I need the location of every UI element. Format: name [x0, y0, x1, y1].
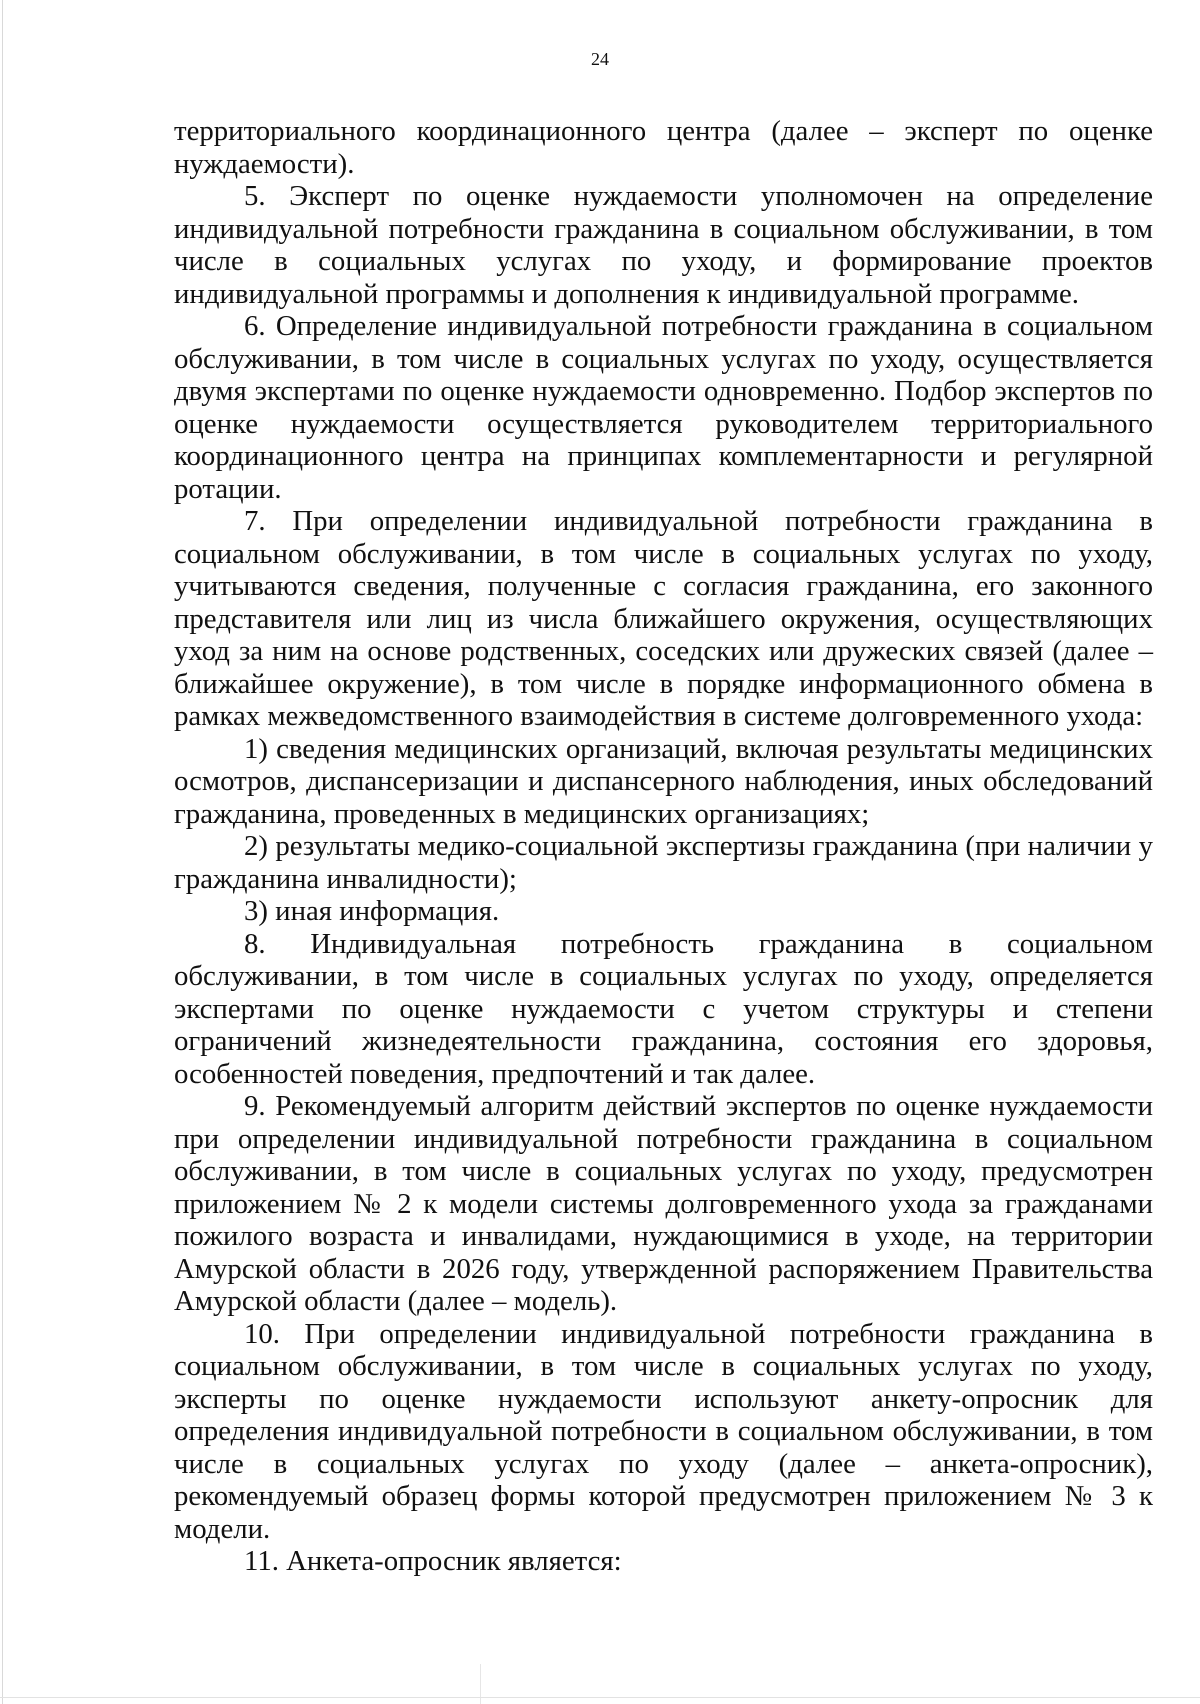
list-item-7-2: 2) результаты медико-социальной экспертизы гражданина (при наличии у гражданина инвалидности);	[174, 830, 1153, 895]
paragraph-7: 7. При определении индивидуальной потребности гражданина в социальном обслуживании, в том числе в социальных услугах по уходу, учитываются сведения, полученные с согласия гражданина, его законного представителя или лиц из числа ближайшего окружения, осуществляющих уход за ним на основе родственных, соседских или дружеских связей (далее – ближайшее окружение), в том числе в порядке информационного обмена в рамках межведомственного взаимодействия в системе долговременного ухода:	[174, 505, 1153, 732]
list-item-7-1: 1) сведения медицинских организаций, включая результаты медицинских осмотров, диспансеризации и диспансерного наблюдения, иных обследований гражданина, проведенных в медицинских организациях;	[174, 732, 1153, 830]
paragraph-5: 5. Эксперт по оценке нуждаемости уполномочен на определение индивидуальной потребности гражданина в социальном обслуживании, в том числе в социальных услугах по уходу, и формирование проектов индивидуальной программы и дополнения к индивидуальной программе.	[174, 180, 1153, 310]
paragraph-10: 10. При определении индивидуальной потребности гражданина в социальном обслуживании, в том числе в социальных услугах по уходу, эксперты по оценке нуждаемости используют анкету-опросник для определения индивидуальной потребности в социальном обслуживании, в том числе в социальных услугах по уходу (далее – анкета-опросник), рекомендуемый образец формы которой предусмотрен приложением № 3 к модели.	[174, 1317, 1153, 1545]
paragraph-6: 6. Определение индивидуальной потребности гражданина в социальном обслуживании, в том числе в социальных услугах по уходу, осуществляется двумя экспертами по оценке нуждаемости одновременно. Подбор экспертов по оценке нуждаемости осуществляется руководителем территориального координационного центра на принципах комплементарности и регулярной ротации.	[174, 310, 1153, 505]
paragraph-continuation: территориального координационного центра (далее – эксперт по оценке нуждаемости).	[174, 115, 1153, 180]
paragraph-11: 11. Анкета-опросник является:	[244, 1545, 622, 1577]
list-item-7-3: 3) иная информация.	[244, 895, 500, 927]
page-number: 24	[591, 49, 609, 69]
scan-fold-mark	[480, 1664, 481, 1704]
paragraph-9: 9. Рекомендуемый алгоритм действий экспертов по оценке нуждаемости при определении индивидуальной потребности гражданина в социальном обслуживании, в том числе в социальных услугах по уходу, предусмотрен приложением № 2 к модели системы долговременного ухода за гражданами пожилого возраста и инвалидами, нуждающимися в уходе, на территории Амурской области в 2026 году, утвержденной распоряжением Правительства Амурской области (далее – модель).	[174, 1090, 1153, 1317]
scan-bottom-edge	[0, 1697, 1200, 1698]
document-body	[174, 115, 1153, 1578]
paragraph-8: 8. Индивидуальная потребность гражданина в социальном обслуживании, в том числе в социальных услугах по уходу, определяется экспертами по оценке нуждаемости с учетом структуры и степени ограничений жизнедеятельности гражданина, состояния его здоровья, особенностей поведения, предпочтений и так далее.	[174, 927, 1153, 1090]
scan-edge-line	[2, 0, 3, 1704]
